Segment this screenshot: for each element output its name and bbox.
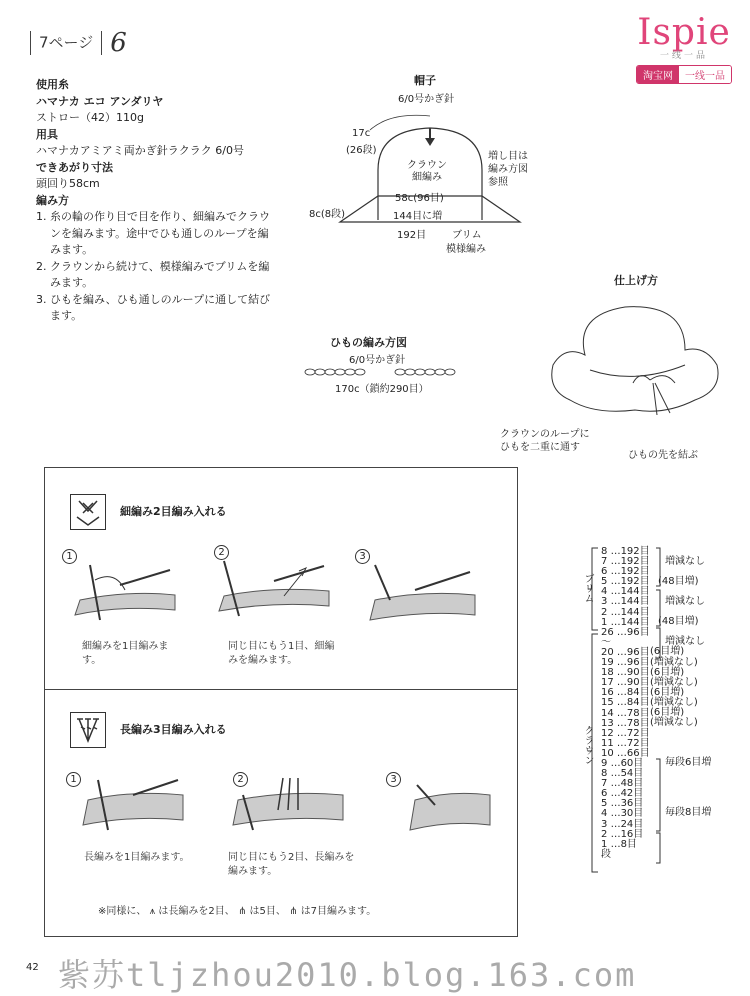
technique2-caption-1: 長編みを1目編みます。: [84, 852, 190, 863]
similar-note: [98, 905, 376, 919]
brim-height: 8c(8段): [309, 209, 346, 220]
finish-note-1a: クラウンのループに: [500, 429, 590, 440]
table-row: ～: [601, 636, 611, 648]
table-brim-label: ブリム: [582, 573, 593, 603]
materials-section: [36, 77, 276, 325]
stitch-count-table: [601, 547, 650, 860]
table-note: (48目増): [658, 616, 699, 628]
table-crown-label: クラウン: [582, 725, 593, 765]
sc2inc-symbol-icon: [70, 494, 106, 530]
yarn-heading: 使用糸: [36, 78, 69, 91]
size-heading: できあがり寸法: [36, 160, 113, 174]
table-note: (6目増): [650, 686, 685, 698]
table-note: 毎段8目増: [665, 807, 712, 819]
stitches-192: 192目: [397, 230, 427, 241]
brim-label: ブリム: [452, 230, 482, 241]
table-note: (増減なし): [650, 717, 698, 729]
table-row: 1 …144目: [601, 616, 650, 628]
table-note: 毎段6目増: [665, 757, 712, 769]
table-row: 3 …144目: [601, 596, 650, 608]
table-row: 2 …16目: [601, 828, 644, 840]
increase-note-line: 増し目は: [488, 151, 528, 162]
yarn-name: ハマナカ エコ アンダリヤ: [36, 94, 164, 108]
table-note: (増減なし): [650, 656, 698, 668]
page-label: 7ページ: [39, 33, 94, 52]
table-row: 3 …24目: [601, 818, 644, 830]
page-header: [22, 28, 127, 58]
logo-sub: 一线一品: [659, 51, 708, 61]
divider: [30, 31, 31, 55]
hat-hook: 6/0号かぎ針: [398, 94, 455, 105]
technique1-title: 細編み2目編み入れる: [120, 505, 227, 518]
method-step: 1. 糸の輪の作り目で目を作り、細編みでクラウンを編みます。途中でひも通しのループを編みます。: [36, 210, 270, 256]
table-row: 20 …96目: [601, 646, 650, 658]
logo-brand: Ispie: [637, 12, 731, 53]
table-row: 12 …72目: [601, 727, 650, 739]
table-row: 18 …90目: [601, 667, 650, 679]
method-step: 3. ひもを編み、ひも通しのループに通して結びます。: [36, 292, 271, 322]
dc-step2-illustration: [228, 770, 348, 835]
table-note: (6目増): [650, 666, 685, 678]
brim-stitch: 模様編み: [446, 244, 486, 255]
table-row: 10 …66目: [601, 747, 650, 759]
table-row: 5 …192目: [601, 576, 650, 588]
technique2-caption-2: 同じ目にもう2目、長編みを編みます。: [228, 852, 355, 877]
logo-tag-2: 一线一品: [679, 66, 731, 83]
technique-divider: [44, 689, 517, 690]
table-row: 16 …84目: [601, 687, 650, 699]
table-row: 11 …72目: [601, 737, 650, 749]
table-row: 17 …90目: [601, 677, 650, 689]
table-note: (6目増): [650, 707, 685, 719]
table-row: 14 …78目: [601, 707, 650, 719]
increase-note-line: 編み方図: [488, 164, 528, 175]
table-row: 8 …54目: [601, 768, 644, 780]
table-note: 増減なし: [665, 556, 705, 567]
table-row: 5 …36目: [601, 798, 644, 810]
table-row: 6 …192目: [601, 566, 650, 578]
watermark: 紫苏tljzhou2010.blog.163.com: [58, 956, 637, 994]
logo-tag-1: 淘宝网: [637, 66, 679, 83]
table-notes: [650, 547, 712, 819]
table-bracket: [588, 546, 600, 876]
step-number: 3: [386, 772, 401, 787]
table-note: 増減なし: [665, 636, 705, 648]
dc7inc-icon: ⋔: [289, 906, 298, 917]
similar-note-mid2: は5目、: [249, 906, 286, 917]
pattern-number: 6: [110, 28, 127, 58]
similar-note-mid1: は長編みを2目、: [158, 906, 235, 917]
dc-step1-illustration: [78, 775, 188, 835]
step-number: 1: [62, 549, 77, 564]
table-note: (6目増): [650, 646, 685, 658]
finish-note-1b: ひもを二重に通す: [500, 442, 580, 453]
increase-note-line: 参照: [488, 177, 508, 188]
table-note: 増減なし: [665, 596, 705, 608]
technique2-title: 長編み3目編み入れる: [120, 723, 227, 736]
sc-step2-illustration: [214, 556, 334, 626]
increase-note: [488, 150, 528, 189]
crown-label: クラウン: [407, 160, 447, 171]
dc5inc-icon: ⋔: [237, 906, 247, 917]
cord-title: ひもの編み方図: [330, 336, 407, 349]
method-step: 2. クラウンから続けて、模様編みでブリムを編みます。: [36, 259, 270, 289]
similar-note-prefix: ※同様に、: [98, 906, 147, 917]
table-row: 1 …8目: [601, 838, 637, 850]
step-number: 2: [214, 545, 229, 560]
crown-stitch: 細編み: [412, 172, 442, 183]
finish-note-2: ひもの先を結ぶ: [628, 450, 698, 461]
cord-length: 170c（鎖約290目）: [335, 384, 429, 395]
brand-logo: [636, 14, 732, 84]
sc-step1-illustration: [70, 560, 180, 630]
table-row: 9 …60目: [601, 757, 644, 769]
cord-hook: 6/0号かぎ針: [349, 355, 406, 366]
finish-title: 仕上げ方: [614, 274, 658, 287]
crown-height: 17c: [352, 128, 371, 139]
table-row: 7 …48目: [601, 778, 644, 790]
tools-detail: ハマナカアミアミ両かぎ針ラクラク 6/0号: [36, 144, 244, 157]
table-row: 15 …84目: [601, 697, 650, 709]
hat-title: 帽子: [414, 74, 436, 87]
dc-step3-illustration: [405, 775, 495, 835]
step-3: [386, 767, 401, 787]
step-number: 1: [66, 772, 81, 787]
similar-note-suffix: は7目編みます。: [300, 906, 377, 917]
technique1-caption-2: 同じ目にもう1目、細編みを編みます。: [228, 641, 335, 666]
dc3inc-symbol-icon: [70, 712, 106, 748]
table-row: 6 …42目: [601, 788, 644, 800]
tools-heading: 用具: [36, 127, 58, 141]
step-number: 3: [355, 549, 370, 564]
page-number: 42: [26, 962, 39, 973]
table-row: 4 …144目: [601, 586, 650, 598]
table-dan-label: 段: [601, 848, 611, 860]
table-row: 2 …144目: [601, 606, 650, 618]
increase-144: 144目に増: [393, 211, 443, 222]
table-row: 19 …96目: [601, 657, 650, 669]
table-row: 8 …192目: [601, 546, 650, 557]
table-row: 13 …78目: [601, 717, 650, 729]
table-row: 26 …96目: [601, 626, 650, 638]
logo-tags: [636, 65, 732, 84]
method-heading: 編み方: [36, 193, 69, 207]
technique1-caption-1: 細編みを1目編みます。: [82, 641, 169, 666]
dc2inc-icon: ⩚: [149, 906, 156, 917]
table-row: 4 …30目: [601, 808, 644, 820]
size-detail: 頭回り58cm: [36, 177, 100, 190]
cord-chain: [300, 365, 460, 379]
table-row: 7 …192目: [601, 556, 650, 568]
crown-width: 58c(96目): [395, 193, 444, 204]
finished-hat-illustration: [545, 295, 725, 445]
crown-rows: (26段): [346, 145, 377, 156]
sc-step3-illustration: [365, 560, 480, 630]
step-number: 2: [233, 772, 248, 787]
table-note: (増減なし): [650, 676, 698, 688]
table-note: (増減なし): [650, 696, 698, 708]
divider: [101, 31, 102, 55]
table-note: (48目増): [658, 576, 699, 588]
yarn-detail: ストロー（42）110g: [36, 111, 144, 124]
